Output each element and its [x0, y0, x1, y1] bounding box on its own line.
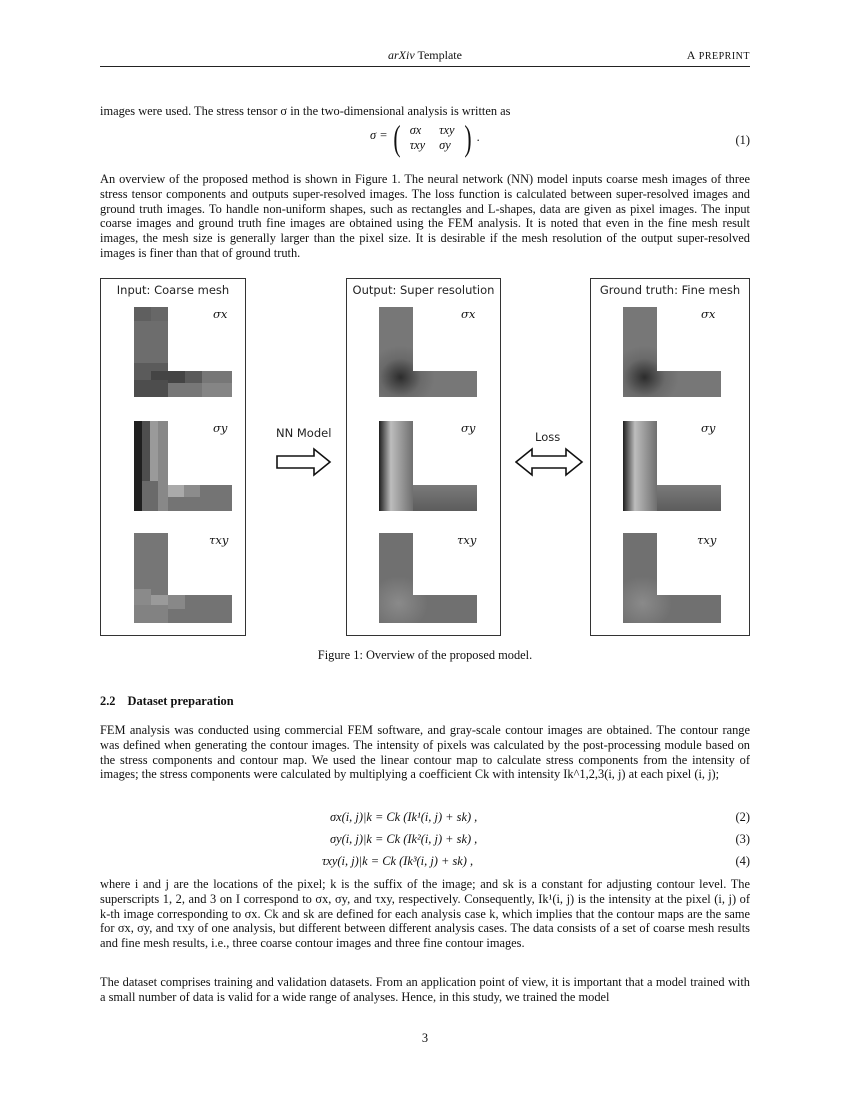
figure-caption: Figure 1: Overview of the proposed model.	[317, 648, 533, 662]
truth-sigma-x-image	[623, 307, 723, 407]
truth-sigma-y-label: σy	[701, 421, 716, 435]
overview-paragraph: An overview of the proposed method is shown in Figure 1. The neural network (NN) model inputs coarse mesh images of three stress tensor components and outputs super-resolved images. The loss function is calculated between super-resolved images and ground truth images. To handle non-uniform shapes, such as rectangles and L-shapes, data are given as pixel images. The input coarse images and ground truth fine images are obtained using the FEM analysis. It is noted that even in the fine mesh result images, the mesh size is generally larger than the pixel size. It is desirable if the mesh resolution of the output super-resolved images is finer than that of ground truth.	[100, 172, 750, 260]
coarse-sigma-y-label: σy	[213, 421, 228, 435]
equation-1-number: (1)	[735, 133, 750, 147]
output-tau-xy-label: τxy	[457, 533, 477, 547]
stress-matrix: ( σx τxy τxy σy )	[393, 118, 472, 158]
header-preprint: A PREPRINT	[686, 48, 750, 62]
equation-3: σy(i, j)|k = Ck (Ik²(i, j) + sk) , (3)	[330, 832, 750, 846]
loss-label: Loss	[535, 430, 561, 444]
panel-output-title: Output: Super resolution	[352, 283, 495, 297]
coarse-sigma-y-image	[134, 421, 234, 521]
intro-paragraph: images were used. The stress tensor σ in the two-dimensional analysis is written as	[100, 104, 511, 118]
output-sigma-x-label: σx	[461, 307, 476, 321]
header-rule	[100, 66, 750, 67]
truth-tau-xy-image	[623, 533, 723, 633]
equation-1-body: σ = ( σx τxy τxy σy ) .	[370, 118, 480, 158]
panel-ground-truth	[590, 278, 750, 636]
output-sigma-x-image	[379, 307, 479, 407]
final-paragraph: The dataset comprises training and validation datasets. From an application point of view, it is important that a model trained with a small number of data is valid for a wide range of analyses. Hence, in this study, we trained the model	[100, 975, 750, 1004]
truth-tau-xy-label: τxy	[697, 533, 717, 547]
panel-input-title: Input: Coarse mesh	[116, 283, 230, 297]
truth-sigma-x-label: σx	[701, 307, 716, 321]
coarse-sigma-x-image	[134, 307, 234, 407]
coarse-tau-xy-image	[134, 533, 234, 633]
running-header	[100, 48, 750, 66]
output-sigma-y-image	[379, 421, 479, 521]
arrow-right-icon	[276, 447, 332, 477]
coarse-sigma-x-label: σx	[213, 307, 228, 321]
section-heading: 2.2 Dataset preparation	[100, 694, 234, 708]
equation-1	[100, 120, 750, 160]
equation-2: σx(i, j)|k = Ck (Ik¹(i, j) + sk) , (2)	[330, 810, 750, 824]
double-arrow-icon	[515, 447, 585, 477]
dataset-paragraph: FEM analysis was conducted using commercial FEM software, and gray-scale contour images are obtained. The contour range was defined when generating the contour images. The intensity of pixels was calculated by the post-processing module based on the stress components and contour map. We used the linear contour map to calculate stress components from the intensity of images; the stress components were calculated by multiplying a coefficient Ck with intensity Ik^1,2,3(i, j) at each pixel (i, j);	[100, 723, 750, 782]
where-paragraph: where i and j are the locations of the pixel; k is the suffix of the image; and sk is a constant for adjusting contour level. The superscripts 1, 2, and 3 on I correspond to σx, σy, and τxy, respectively. Consequently, Ik¹(i, j) is the intensity at the pixel (i, j) of k-th image corresponding to σx. Ck and sk are defined for each analysis case k, which implies that the contour maps are the same for σx, σy, and τxy of one analysis, but different between different analysis cases. The data consists of a set of coarse mesh results and fine mesh results, i.e., three coarse contour images and three fine contour images.	[100, 877, 750, 951]
output-tau-xy-image	[379, 533, 479, 633]
output-sigma-y-label: σy	[461, 421, 476, 435]
header-title: arXiv Template	[388, 48, 462, 62]
page-number: 3	[421, 1031, 429, 1045]
nn-model-label: NN Model	[276, 426, 332, 440]
equation-4: τxy(i, j)|k = Ck (Ik³(i, j) + sk) , (4)	[322, 854, 750, 868]
coarse-tau-xy-label: τxy	[209, 533, 229, 547]
panel-truth-title: Ground truth: Fine mesh	[599, 283, 741, 297]
panel-output-super	[346, 278, 501, 636]
truth-sigma-y-image	[623, 421, 723, 521]
panel-input-coarse	[100, 278, 246, 636]
